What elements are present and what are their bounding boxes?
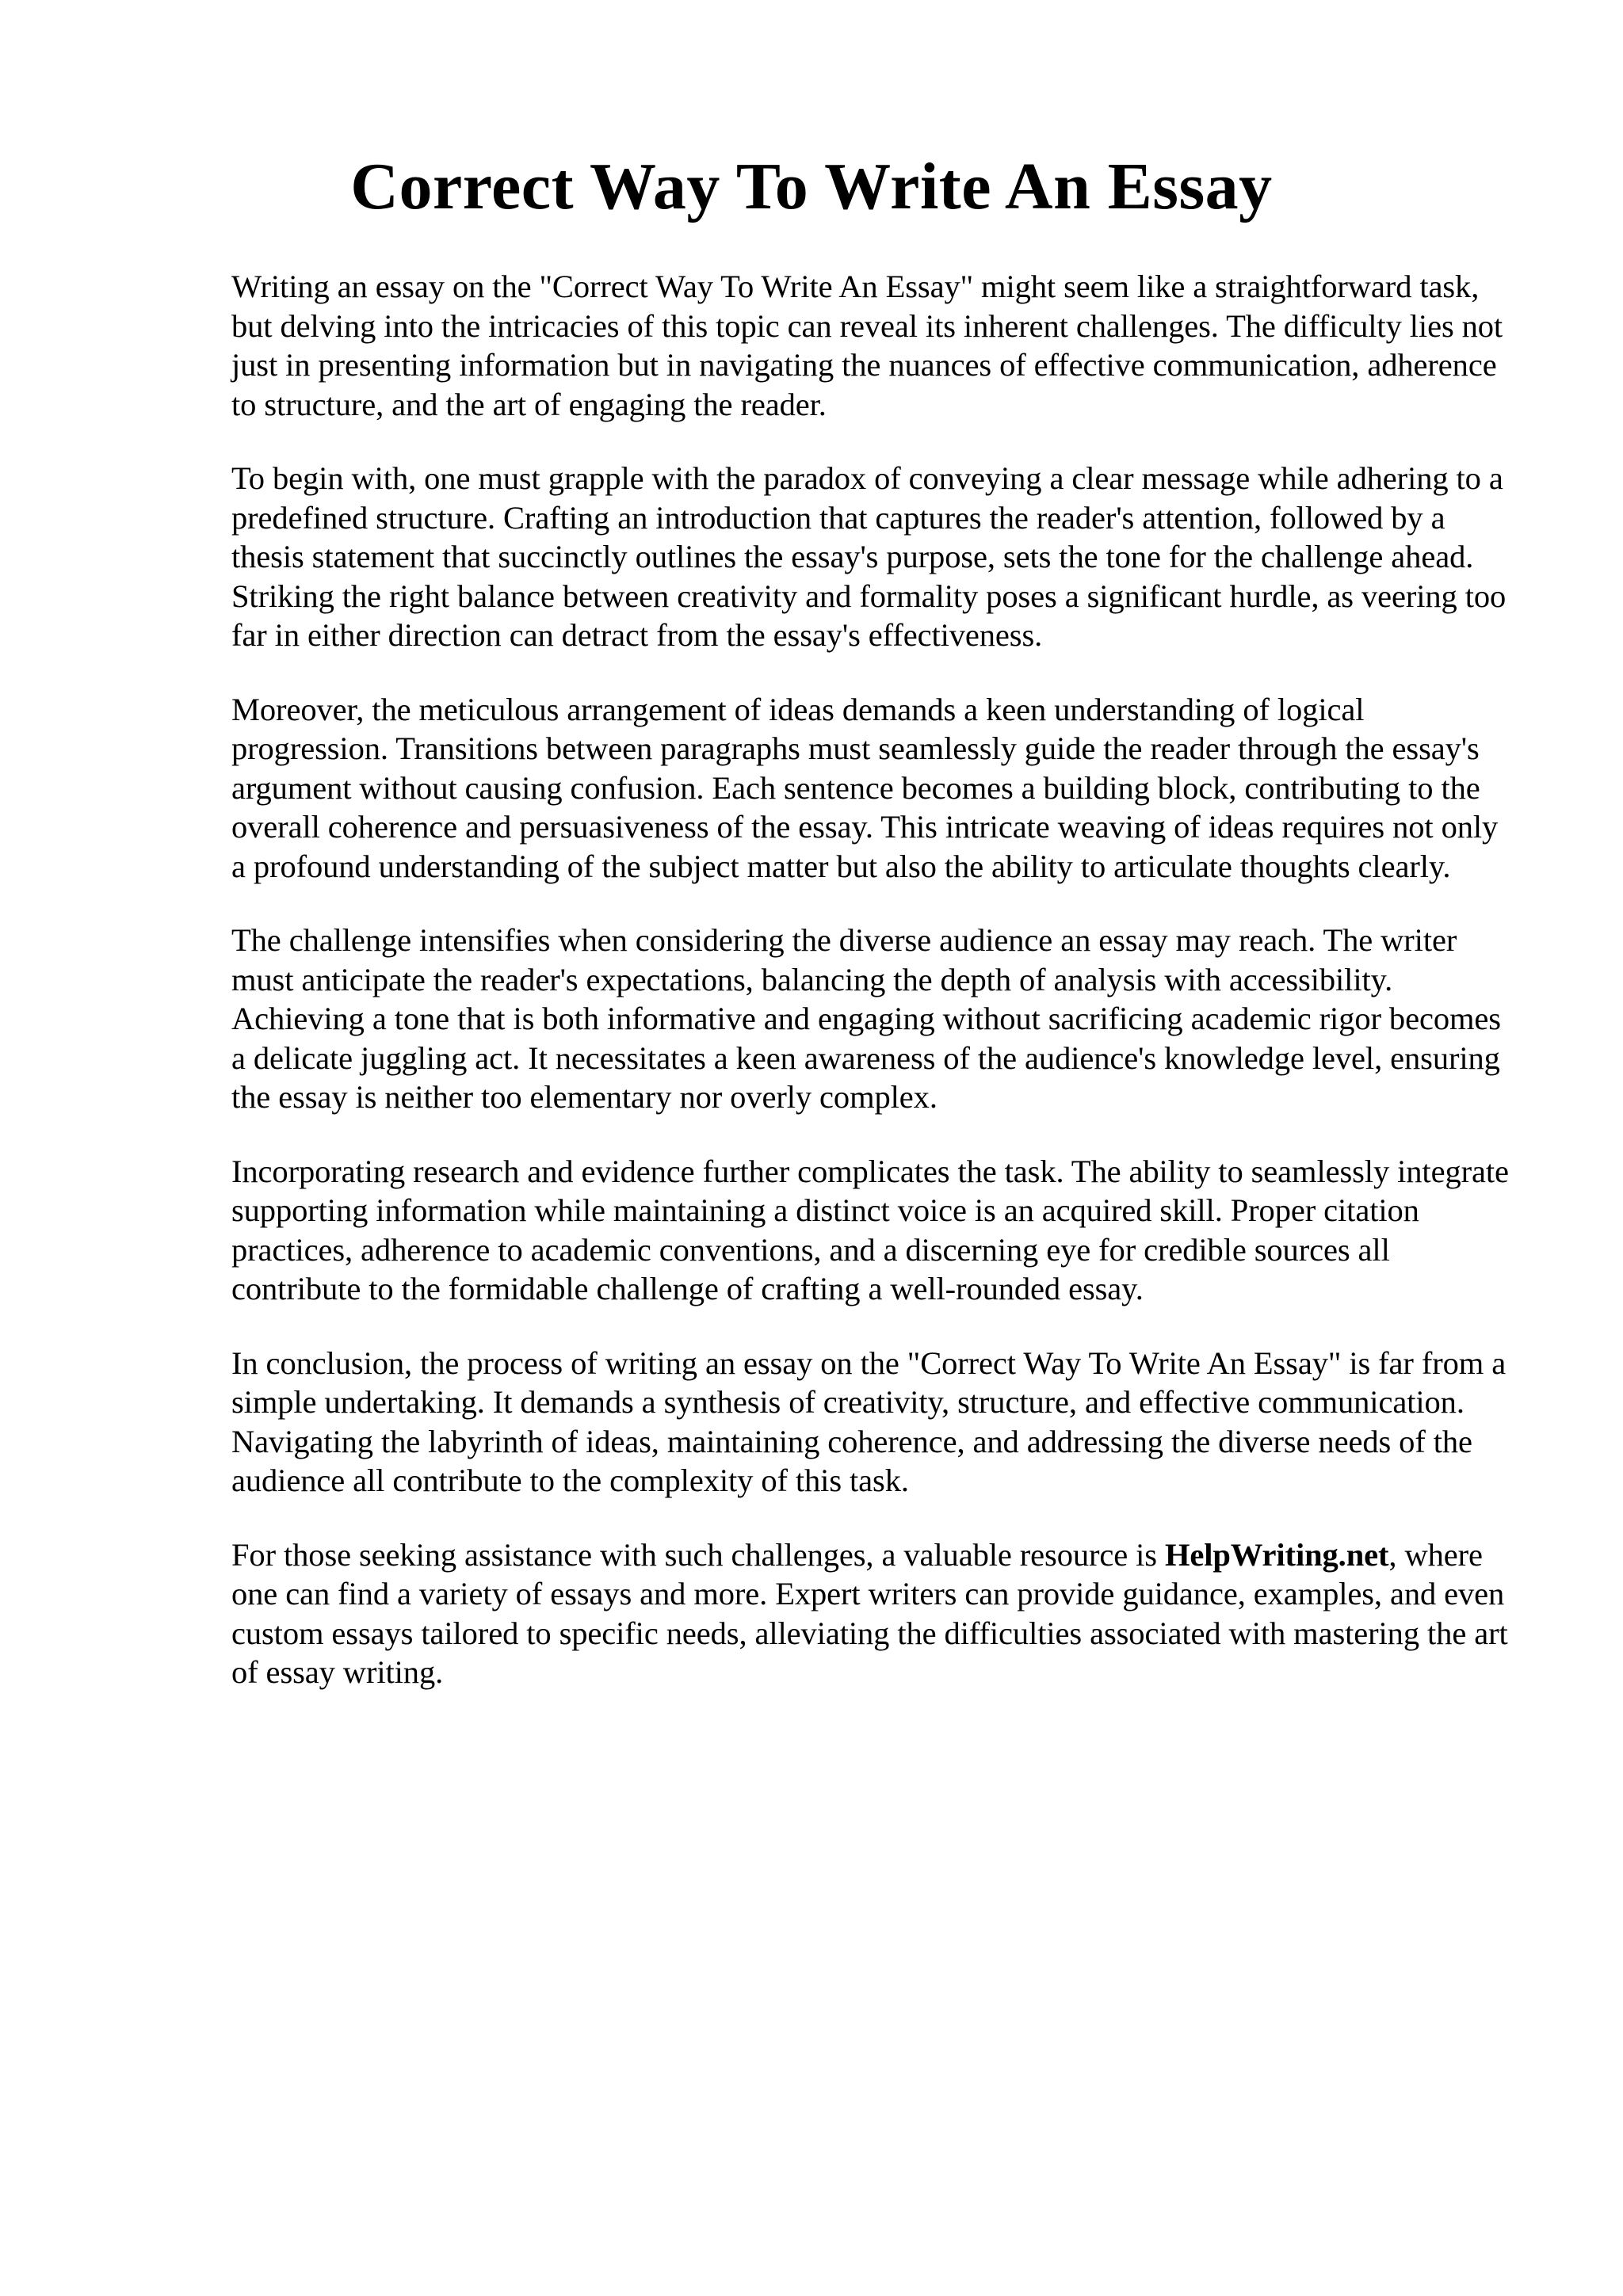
document-body	[231, 267, 1515, 1727]
paragraph-intro: Writing an essay on the "Correct Way To Write An Essay" might seem like a straightforward task, but delving into the intricacies of this topic can reveal its inherent challenges. The difficulty lies not just in presenting information but in navigating the nuances of effective communication, adherence to structure, and the art of engaging the reader.	[231, 269, 1503, 422]
helpwriting-link[interactable]: HelpWriting.net	[1165, 1536, 1389, 1573]
paragraph-audience: The challenge intensifies when considering the diverse audience an essay may reach. The writer must anticipate the reader's expectations, balancing the depth of analysis with accessibility. Achieving a tone that is both informative and engaging without sacrificing academic rigor becomes a delicate juggling act. It necessitates a keen awareness of the audience's knowledge level, ensuring the essay is neither too elementary nor overly complex.	[231, 922, 1501, 1115]
paragraph-structure: To begin with, one must grapple with the paradox of conveying a clear message while adhering to a predefined structure. Crafting an introduction that captures the reader's attention, followed by a thesis statement that succinctly outlines the essay's purpose, sets the tone for the challenge ahead. Striking the right balance between creativity and formality poses a significant hurdle, as veering too far in either direction can detract from the essay's effectiveness.	[231, 460, 1507, 653]
paragraph-resource	[231, 1535, 1515, 1692]
paragraph-research: Incorporating research and evidence further complicates the task. The ability to seamlessly integrate supporting information while maintaining a distinct voice is an acquired skill. Proper citation practices, adherence to academic conventions, and a discerning eye for credible sources all contribute to the formidable challenge of crafting a well-rounded essay.	[231, 1153, 1509, 1306]
paragraph-conclusion: In conclusion, the process of writing an essay on the "Correct Way To Write An Essay" is far from a simple undertaking. It demands a synthesis of creativity, structure, and effective communication. Navigating the labyrinth of ideas, maintaining coherence, and addressing the diverse needs of the audience all contribute to the complexity of this task.	[231, 1344, 1507, 1498]
document-title: Correct Way To Write An Essay	[350, 150, 1273, 223]
paragraph-arrangement: Moreover, the meticulous arrangement of ideas demands a keen understanding of logical progression. Transitions between paragraphs must seamlessly guide the reader through the essay's argument without causing confusion. Each sentence becomes a building block, contributing to the overall coherence and persuasiveness of the essay. This intricate weaving of ideas requires not only a profound understanding of the subject matter but also the ability to articulate thoughts clearly.	[231, 691, 1499, 884]
resource-text-before: For those seeking assistance with such challenges, a valuable resource is	[231, 1536, 1165, 1573]
resource-text-after: , where one can find a variety of essays and more. Expert writers can provide guidance, examples, and even custom essays tailored to specific needs, alleviating the difficulties associated with mastering the art of essay writing.	[231, 1536, 1508, 1690]
